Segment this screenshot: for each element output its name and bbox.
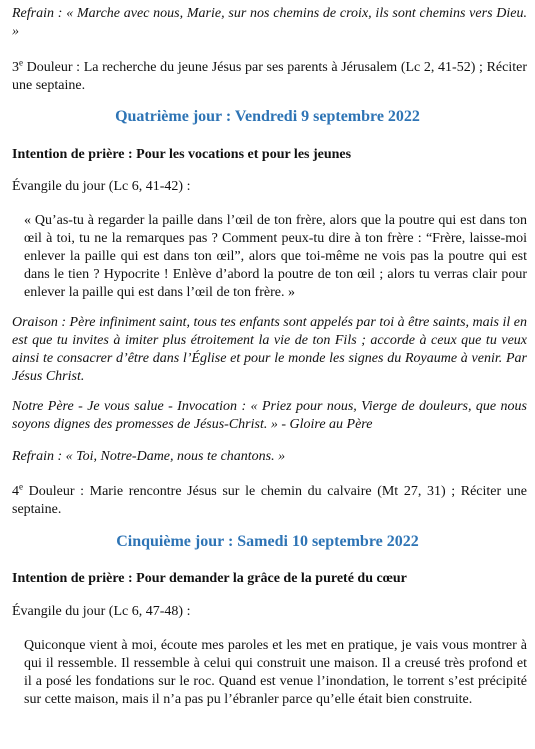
day-4-heading: Quatrième jour : Vendredi 9 septembre 2022	[115, 108, 420, 125]
day-5-evangile-ref: Évangile du jour (Lc 6, 47-48) :	[12, 604, 191, 619]
day-4-refrain: Refrain : « Toi, Notre-Dame, nous te chantons. »	[12, 449, 286, 464]
douleur-3-text: Douleur : La recherche du jeune Jésus par ses parents à Jérusalem (Lc 2, 41-52) ; Réciter une septaine.	[12, 60, 527, 93]
douleur-4-ordinal: e	[19, 481, 23, 492]
day-4-evangile-text: « Qu’as-tu à regarder la paille dans l’œil de ton frère, alors que la poutre qui est dans ton œil à toi, tu ne la remarques pas ? Comment peux-tu dire à ton frère : “Frère, laisse-moi enlever la paille qui est dans ton œil”, alors que toi-même ne vois pas la poutre qui est dans le tien ? Hypocrite ! Enlève d’abord la poutre de ton œil ; alors tu verras clair pour enlever la paille qui est dans l’œil de ton frère. »	[24, 213, 527, 300]
douleur-3-number: 3	[12, 60, 19, 75]
douleur-3-ordinal: e	[19, 57, 23, 68]
day-5-intention: Intention de prière : Pour demander la grâce de la pureté du cœur	[12, 571, 407, 586]
douleur-4-number: 4	[12, 484, 19, 499]
douleur-4-text: Douleur : Marie rencontre Jésus sur le chemin du calvaire (Mt 27, 31) ; Réciter une septaine.	[12, 484, 527, 517]
day-5-heading: Cinquième jour : Samedi 10 septembre 2022	[116, 533, 419, 550]
douleur-4	[12, 483, 527, 519]
douleur-3	[12, 59, 527, 95]
day-4-intention: Intention de prière : Pour les vocations et pour les jeunes	[12, 147, 352, 162]
day-4-evangile-ref: Évangile du jour (Lc 6, 41-42) :	[12, 179, 191, 194]
day-5-evangile-text: Quiconque vient à moi, écoute mes paroles et les met en pratique, je vais vous montrer à qui il ressemble. Il ressemble à celui qui construit une maison. Il a creusé très profond et il a posé les fondations sur le roc. Quand est venue l’inondation, le torrent s’est précipité sur cette maison, mais il n’a pas pu l’ébranler parce qu’elle était bien construite.	[24, 638, 527, 707]
refrain-1: Refrain : « Marche avec nous, Marie, sur nos chemins de croix, ils sont chemins vers Dieu. »	[12, 6, 527, 39]
day-4-prayers: Notre Père - Je vous salue - Invocation : « Priez pour nous, Vierge de douleurs, que nous soyons dignes des promesses de Jésus-Christ. » - Gloire au Père	[12, 399, 527, 432]
day-4-oraison: Oraison : Père infiniment saint, tous tes enfants sont appelés par toi à être saints, mais il en est que tu invites à imiter plus étroitement la vie de ton Fils ; accorde à ceux que tu veux ainsi te consacrer d’être dans l’Église et pour le monde les signes du Royaume à venir. Par Jésus Christ.	[12, 315, 527, 384]
